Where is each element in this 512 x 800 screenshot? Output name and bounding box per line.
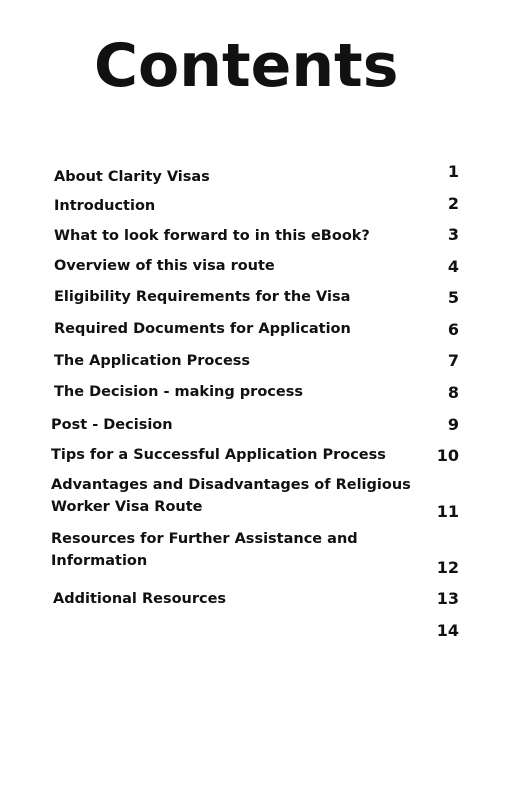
toc-page-number: 10 <box>436 446 459 465</box>
toc-entry-what-to-look-forward[interactable]: What to look forward to in this eBook? <box>54 228 370 244</box>
toc-entry-required-documents[interactable]: Required Documents for Application <box>54 321 351 337</box>
toc-entry-post-decision[interactable]: Post - Decision <box>51 417 173 433</box>
toc-entry-application-process[interactable]: The Application Process <box>54 353 251 369</box>
toc-page-number: 14 <box>436 621 459 640</box>
toc-page-number: 3 <box>447 225 459 244</box>
toc-page-number: 12 <box>436 558 459 577</box>
toc-page-number: 9 <box>447 415 459 434</box>
toc-page-number: 11 <box>436 502 459 521</box>
toc-page-number: 2 <box>447 194 459 213</box>
page-title: Contents <box>94 31 399 101</box>
toc-page-number: 7 <box>447 351 459 370</box>
toc-entry-resources-line-1[interactable]: Resources for Further Assistance and <box>51 531 358 547</box>
toc-page-number: 8 <box>447 383 459 402</box>
toc-entry-overview[interactable]: Overview of this visa route <box>54 258 275 274</box>
toc-page-number: 1 <box>447 162 459 181</box>
toc-entry-eligibility[interactable]: Eligibility Requirements for the Visa <box>54 289 351 305</box>
toc-page-number: 6 <box>447 320 459 339</box>
toc-entry-resources-line-2[interactable]: Information <box>51 553 148 569</box>
toc-entry-additional-resources[interactable]: Additional Resources <box>53 591 227 607</box>
toc-page-number: 13 <box>436 589 459 608</box>
toc-entry-tips[interactable]: Tips for a Successful Application Process <box>51 447 386 463</box>
toc-entry-about[interactable]: About Clarity Visas <box>54 169 210 185</box>
toc-entry-introduction[interactable]: Introduction <box>54 198 156 214</box>
toc-page-number: 5 <box>447 288 459 307</box>
toc-entry-advantages-line-1[interactable]: Advantages and Disadvantages of Religious <box>51 477 411 493</box>
toc-entry-decision-making[interactable]: The Decision - making process <box>54 384 303 400</box>
toc-entry-advantages-line-2[interactable]: Worker Visa Route <box>51 499 203 515</box>
toc-page-number: 4 <box>447 257 459 276</box>
